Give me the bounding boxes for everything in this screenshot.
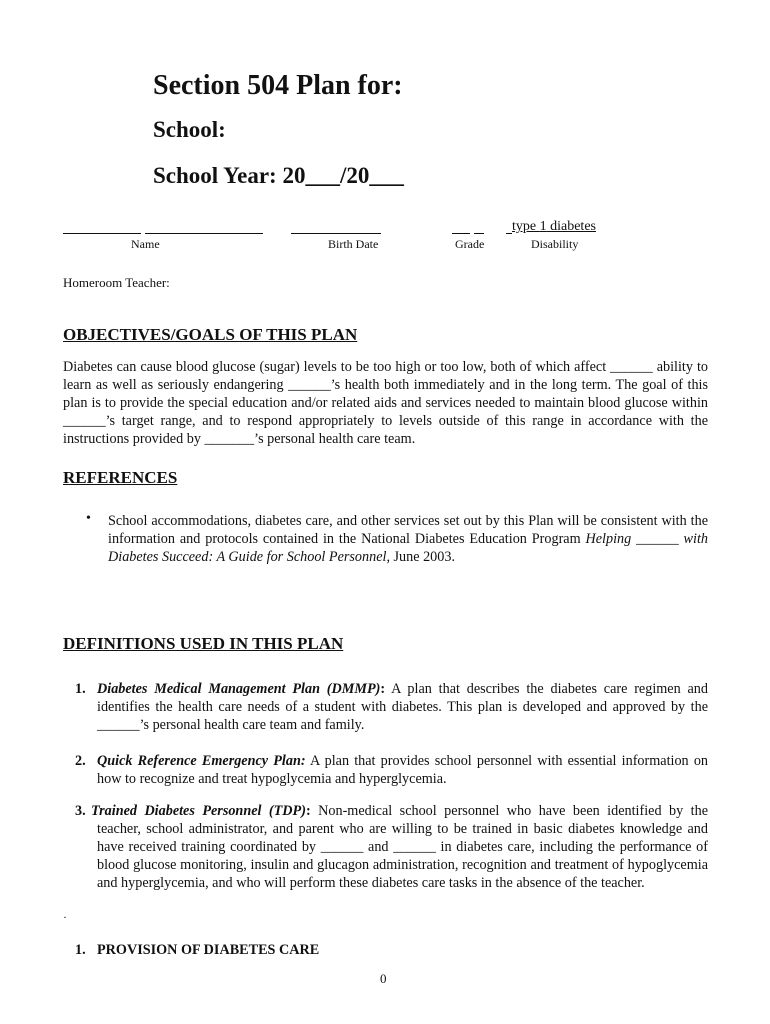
objectives-text: Diabetes can cause blood glucose (sugar) levels to be too high or too low, both of which affect ______ ability to learn as well as seriously endangering ______’s health both immediately and in the long term. The goal of this plan is to provide the special education and/or related aids and services needed to maintain blood glucose within ______’s target range, and to respond appropriately to levels outside of this range in accordance with the instructions provided by _______’s personal health care team.: [63, 359, 708, 447]
school-year-label: School Year: 20___/20___: [153, 163, 404, 188]
definition-3-number: 3.: [75, 803, 86, 819]
definition-1-sep: :: [380, 681, 386, 697]
disability-value-num: 1: [539, 219, 547, 234]
section-1-number: 1.: [75, 942, 86, 958]
name-line-b: [145, 233, 263, 234]
definition-2-text: A plan that provides school personnel with essential information on how to recognize and treat hypoglycemia and hyperglycemia.: [97, 753, 709, 787]
references-guide-title: Helping ______ with Diabetes Succeed: A Guide for School Personnel: [108, 531, 708, 565]
grade-line-a: [452, 233, 470, 234]
disability-value-pre: type: [512, 219, 540, 234]
disability-label: Disability: [531, 237, 579, 251]
birth-date-line: [291, 233, 381, 234]
disability-value: [512, 219, 596, 235]
references-heading: REFERENCES: [63, 468, 178, 487]
definition-3: [91, 802, 708, 892]
bullet-icon: •: [86, 511, 91, 526]
birth-date-label: Birth Date: [328, 237, 379, 251]
definitions-heading: DEFINITIONS USED IN THIS PLAN: [63, 634, 344, 653]
definition-2-number: 2.: [75, 753, 86, 769]
name-label: Name: [131, 237, 160, 251]
definition-2-term: Quick Reference Emergency Plan:: [97, 753, 306, 769]
stray-mark: ·: [63, 910, 67, 924]
name-line-a: [63, 233, 141, 234]
objectives-heading: OBJECTIVES/GOALS OF THIS PLAN: [63, 325, 358, 344]
definition-1-term: Diabetes Medical Management Plan (DMMP): [97, 681, 381, 697]
definition-1-text: A plan that describes the diabetes care regimen and identifies the health care needs of a student with diabetes. This plan is developed and approved by the ______’s personal health care team and family.: [97, 681, 708, 733]
definition-3-text: Non-medical school personnel who have been identified by the teacher, school administrator, and parent who are willing to be trained in basic diabetes knowledge and have received training coordinated by ______ and ______ in diabetes care, including the performance of blood glucose monitoring, insulin and glucagon administration, recognition and treatment of hypoglycemia and hyperglycemia, and who will perform these diabetes care tasks in the absence of the teacher.: [97, 803, 708, 891]
references-text-plain: School accommodations, diabetes care, and other services set out by this Plan will be consistent with the information and protocols contained in the National Diabetes Education Program: [108, 513, 708, 547]
grade-label: Grade: [455, 237, 485, 251]
definition-3-term: Trained Diabetes Personnel (TDP): [91, 803, 306, 819]
definition-3-sep: :: [305, 803, 311, 819]
document-title: Section 504 Plan for:: [153, 70, 403, 101]
school-label: School:: [153, 117, 226, 142]
homeroom-teacher-label: Homeroom Teacher:: [63, 275, 170, 290]
grade-line-b: [474, 233, 484, 234]
definition-2: [97, 752, 708, 788]
references-text-end: , June 2003.: [386, 549, 456, 565]
section-1-title: PROVISION OF DIABETES CARE: [97, 942, 320, 958]
definition-1: [97, 680, 708, 734]
disability-value-post: diabetes: [546, 219, 596, 234]
page-number: 0: [380, 971, 387, 986]
references-text: [108, 512, 708, 566]
definition-1-number: 1.: [75, 681, 86, 697]
